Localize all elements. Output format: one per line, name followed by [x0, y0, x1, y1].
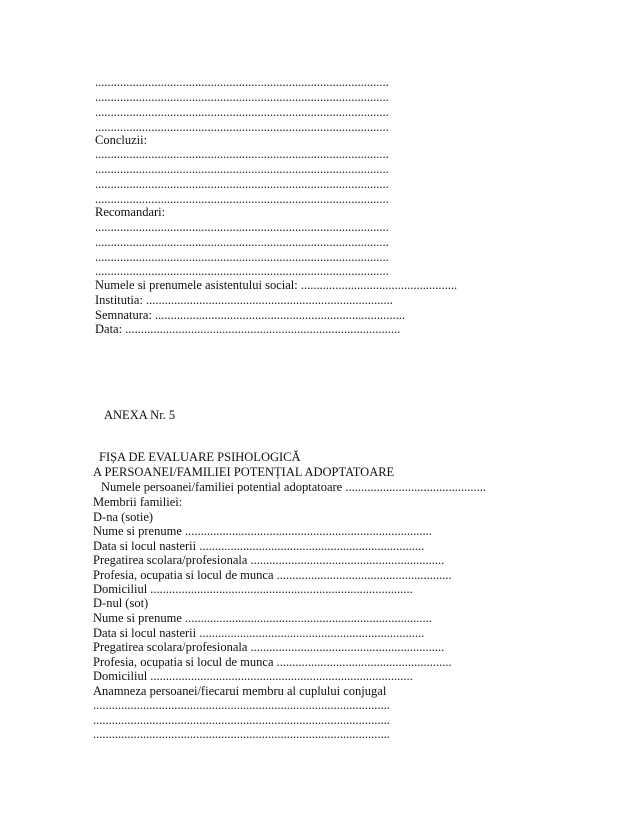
dotted-line: .............................................................................................. [95, 220, 389, 234]
dotted-line: .............................................................................................. [95, 235, 389, 249]
dotted-line: ............................................................................................... [93, 698, 390, 712]
husband-residence-field: Domiciliul .................................................................................... [93, 669, 413, 683]
signature-field: Semnatura: ................................................................................ [95, 308, 406, 322]
husband-name-field: Nume si prenume ............................................................................... [93, 611, 432, 625]
husband-education-field: Pregatirea scolara/profesionala .............................................................. [93, 640, 445, 654]
dotted-line: ............................................................................................... [93, 727, 390, 741]
institution-field: Institutia: ............................................................................... [95, 293, 393, 307]
form-title-line-2: A PERSOANEI/FAMILIEI POTENȚIAL ADOPTATOARE [93, 465, 395, 479]
date-field: Data: ........................................................................................ [95, 322, 401, 336]
wife-education-field: Pregatirea scolara/profesionala .............................................................. [93, 553, 445, 567]
wife-residence-field: Domiciliul .................................................................................... [93, 582, 413, 596]
dotted-line: .............................................................................................. [95, 90, 389, 104]
form-title-line-1: FIȘA DE EVALUARE PSIHOLOGICĂ [99, 450, 301, 464]
dotted-line: .............................................................................................. [95, 264, 389, 278]
dotted-line: .............................................................................................. [95, 250, 389, 264]
dotted-line: .............................................................................................. [95, 105, 389, 119]
husband-label: D-nul (sot) [93, 596, 149, 610]
husband-occupation-field: Profesia, ocupatia si locul de munca ........................................................ [93, 655, 452, 669]
wife-occupation-field: Profesia, ocupatia si locul de munca ........................................................ [93, 568, 452, 582]
adopter-name-field: Numele persoanei/familiei potential adoptatoare ............................................. [101, 480, 486, 494]
wife-name-field: Nume si prenume ............................................................................... [93, 524, 432, 538]
husband-birth-field: Data si locul nasterii ........................................................................ [93, 626, 425, 640]
recommendations-label: Recomandari: [95, 205, 166, 219]
anamnesis-label: Anamneza persoanei/fiecarui membru al cuplului conjugal [93, 684, 387, 698]
dotted-line: .............................................................................................. [95, 147, 389, 161]
dotted-line: .............................................................................................. [95, 177, 389, 191]
annex-title: ANEXA Nr. 5 [104, 408, 176, 422]
dotted-line: .............................................................................................. [95, 120, 389, 134]
wife-birth-field: Data si locul nasterii ........................................................................ [93, 539, 425, 553]
dotted-line: .............................................................................................. [95, 75, 389, 89]
dotted-line: ............................................................................................... [93, 713, 390, 727]
wife-label: D-na (sotie) [93, 510, 154, 524]
conclusions-label: Concluzii: [95, 133, 148, 147]
dotted-line: .............................................................................................. [95, 162, 389, 176]
dotted-line: .............................................................................................. [95, 192, 389, 206]
social-worker-name-field: Numele si prenumele asistentului social: .................................................. [95, 278, 458, 292]
family-members-label: Membrii familiei: [93, 495, 183, 509]
